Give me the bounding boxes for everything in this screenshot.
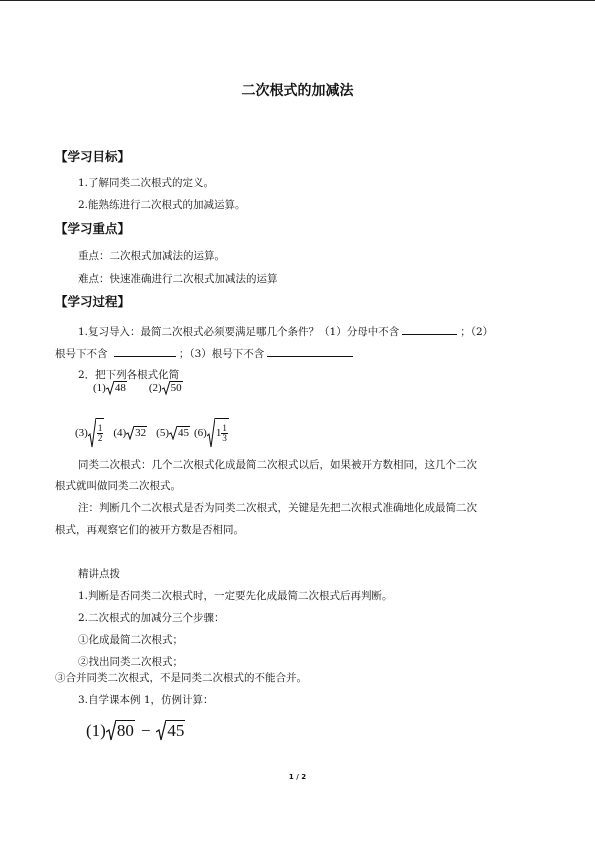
exercise-label: (1) <box>86 720 106 740</box>
tips-title: 精讲点拨 <box>78 568 120 580</box>
review-question-text: ；（2） <box>460 326 494 338</box>
answer-blank <box>402 324 457 335</box>
goals-heading: 【学习目标】 <box>55 149 131 164</box>
definition-text: 同类二次根式：几个二次根式化成最简二次根式以后，如果被开方数相同，这几个二次 <box>78 459 477 471</box>
goal-item: 2.能熟练进行二次根式的加减运算。 <box>78 199 246 211</box>
review-question-text: 1.复习导入：最简二次根式必须要满足哪几个条件？（1）分母中不含 <box>78 326 400 338</box>
goal-item: 1.了解同类二次根式的定义。 <box>78 177 215 189</box>
exercise-label: (6) <box>193 427 207 439</box>
radical-expression <box>126 426 147 440</box>
tip-item: ③合并同类二次根式，不是同类二次根式的不能合并。 <box>55 672 307 684</box>
radical-sign-icon <box>88 418 96 448</box>
focus-item: 难点：快速准确进行二次根式加减法的运算 <box>78 273 278 285</box>
radicand: 45 <box>177 427 189 440</box>
tip-item: 1.判断是否同类二次根式时，一定要先化成最简二次根式后再判断。 <box>78 590 393 602</box>
radicand: 50 <box>170 382 182 395</box>
note-text: 根式，再观察它们的被开方数是否相同。 <box>55 524 244 536</box>
answer-blank <box>114 346 176 357</box>
radical-expression <box>106 381 127 395</box>
exercise-label: (3) <box>75 427 88 439</box>
radical-sign-icon <box>169 426 177 440</box>
radical-fraction <box>88 418 105 448</box>
radical-sign-icon <box>207 418 215 448</box>
radical-sign-icon <box>106 720 116 741</box>
answer-blank <box>267 346 353 357</box>
exercise-row-2 <box>75 418 229 448</box>
tip-item: 2.二次根式的加减分三个步骤： <box>78 612 225 624</box>
fraction: $\frac{1}{2}$ <box>97 422 103 443</box>
focus-heading: 【学习重点】 <box>55 221 131 236</box>
radical-sign-icon <box>126 426 134 440</box>
exercise-row-1 <box>93 381 183 395</box>
minus-operator: − <box>140 720 151 740</box>
radical-expression <box>156 720 185 741</box>
review-question-text: 根号下不含 <box>55 348 108 360</box>
simplify-question: 2．把下列各根式化简 <box>78 369 180 381</box>
tip-item: ①化成最简二次根式； <box>78 634 183 646</box>
radical-expression <box>106 720 135 741</box>
radicand: 48 <box>114 382 126 395</box>
note-text: 注：判断几个二次根式是否为同类二次根式，关键是先把二次根式准确地化成最简二次 <box>78 502 477 514</box>
fraction: $\frac{1}{3}$ <box>222 422 227 443</box>
radical-sign-icon <box>162 381 170 395</box>
page-top-border <box>0 0 595 1</box>
radicand: 80 <box>116 720 134 740</box>
tip-item: 3.自学课本例 1，仿例计算： <box>78 694 214 706</box>
exercise-label: (1) <box>93 382 106 394</box>
exercise-label: (5) <box>156 427 169 439</box>
exercise-label: (2) <box>148 382 162 394</box>
radical-expression <box>169 426 190 440</box>
review-question-line1 <box>78 324 493 339</box>
page-number: 1 / 2 <box>288 773 307 781</box>
radical-sign-icon <box>156 720 166 741</box>
page-title: 二次根式的加减法 <box>241 83 354 99</box>
exercise-label: (4) <box>113 427 127 439</box>
radical-mixed-number: 1 $\frac{1}{3}$ <box>207 418 229 448</box>
radicand: 32 <box>135 427 147 440</box>
definition-text: 根式就叫做同类二次根式。 <box>55 480 181 492</box>
tip-item: ②找出同类二次根式； <box>78 656 183 668</box>
focus-item: 重点：二次根式加减法的运算。 <box>78 250 225 262</box>
radicand: 45 <box>167 720 185 740</box>
review-question-text: ；（3）根号下不含 <box>178 348 265 360</box>
review-question-line2 <box>55 346 356 361</box>
radical-sign-icon <box>106 381 114 395</box>
radical-expression <box>162 381 183 395</box>
calculation-example <box>86 720 185 741</box>
process-heading: 【学习过程】 <box>55 294 131 309</box>
